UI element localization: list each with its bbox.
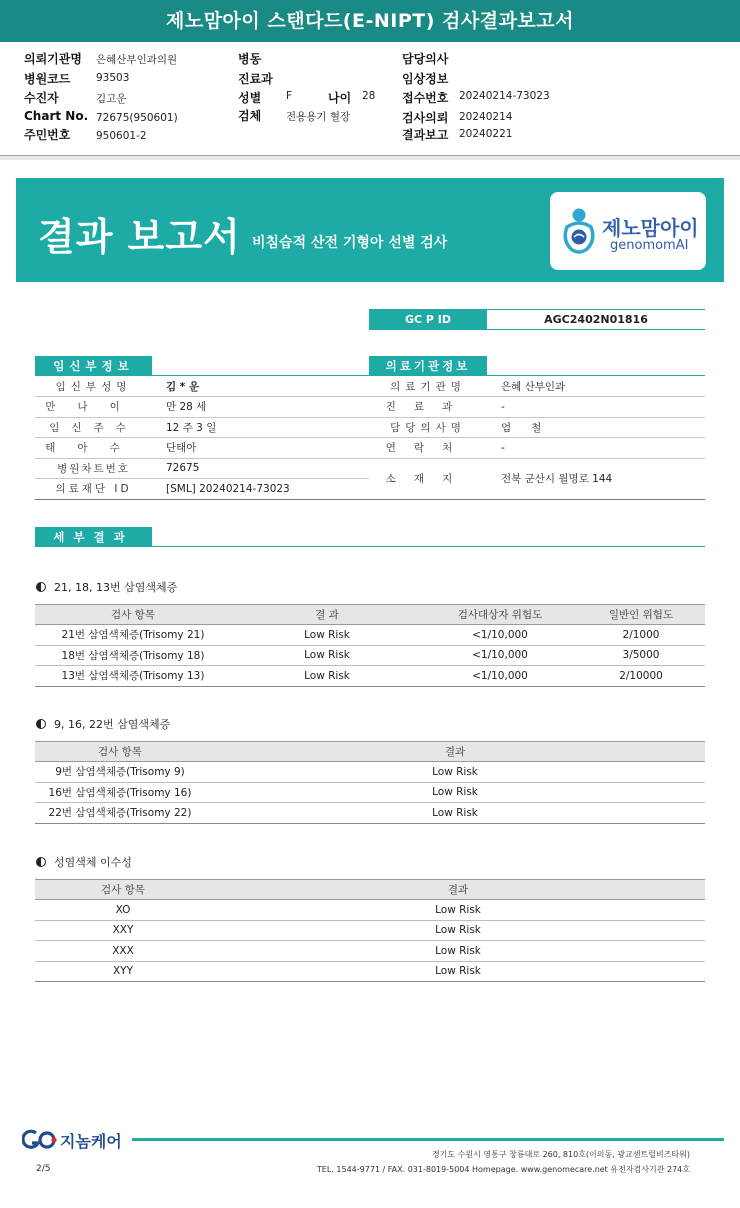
patient-value: 김고운 bbox=[96, 93, 127, 105]
location-key: 소재지 bbox=[369, 458, 487, 499]
sex-label: 성별 bbox=[238, 91, 262, 105]
resident-no-value: 950601-2 bbox=[96, 130, 147, 142]
test-result: Low Risk bbox=[211, 900, 705, 921]
request-date-label: 검사의뢰 bbox=[402, 111, 449, 125]
column-header: 결 과 bbox=[231, 605, 423, 625]
age-value: 28 bbox=[362, 90, 376, 102]
table-row bbox=[35, 803, 705, 824]
test-result: Low Risk bbox=[205, 762, 705, 783]
doctor-label: 담당의사 bbox=[402, 52, 449, 66]
subject-risk: <1/10,000 bbox=[423, 645, 577, 666]
company-name: 지놈케어 bbox=[60, 1132, 122, 1151]
clinical-info-label: 임상정보 bbox=[402, 72, 449, 86]
table-row bbox=[35, 666, 705, 687]
table-row bbox=[35, 961, 705, 982]
test-result: Low Risk bbox=[231, 645, 423, 666]
test-item: XXY bbox=[35, 920, 211, 941]
half-circle-icon bbox=[36, 582, 46, 592]
contact-key: 연락처 bbox=[369, 438, 487, 459]
genomecare-logo-icon bbox=[22, 1128, 58, 1152]
column-header: 검사대상자 위험도 bbox=[423, 605, 577, 625]
report-date-label: 결과보고 bbox=[402, 128, 449, 142]
test-item: 13번 삼염색체증(Trisomy 13) bbox=[35, 666, 231, 687]
specimen-label: 검체 bbox=[238, 109, 262, 123]
table-row bbox=[369, 417, 705, 438]
resident-no-label: 주민번호 bbox=[24, 128, 71, 142]
detail-section-title: 세부결과 bbox=[35, 527, 152, 547]
table-row bbox=[35, 479, 369, 500]
sex-chromosome-heading-text: 성염색체 이수성 bbox=[54, 856, 132, 869]
table-row bbox=[369, 376, 705, 397]
test-item: XYY bbox=[35, 961, 211, 982]
table-row bbox=[35, 645, 705, 666]
trisomy-minor-heading-text: 9, 16, 22번 삼염색체증 bbox=[54, 718, 171, 731]
hospital-code-label: 병원코드 bbox=[24, 72, 71, 86]
header-info bbox=[0, 42, 740, 156]
foundation-id-value: [SML] 20240214-73023 bbox=[152, 479, 369, 500]
institution-name-value: 은혜 산부인과 bbox=[487, 376, 705, 397]
column-header: 검사 항목 bbox=[35, 880, 211, 900]
table-row bbox=[369, 438, 705, 459]
footer-line bbox=[132, 1138, 724, 1141]
table-row bbox=[35, 397, 369, 418]
banner-subtitle: 비침습적 산전 기형아 선별 검사 bbox=[252, 235, 448, 251]
genomecare-logo bbox=[22, 1128, 132, 1152]
fetus-count-value: 단태아 bbox=[152, 438, 369, 459]
general-risk: 2/1000 bbox=[577, 625, 705, 646]
department-key: 진료과 bbox=[369, 397, 487, 418]
institution-name-key: 의료기관명 bbox=[369, 376, 487, 397]
trisomy-major-heading-text: 21, 18, 13번 삼염색체증 bbox=[54, 581, 178, 594]
table-row bbox=[35, 782, 705, 803]
general-risk: 3/5000 bbox=[577, 645, 705, 666]
test-item: XO bbox=[35, 900, 211, 921]
department-label: 진료과 bbox=[238, 72, 273, 86]
age-label: 나이 bbox=[328, 91, 352, 105]
table-header-row bbox=[35, 742, 705, 762]
institution-info-table bbox=[369, 376, 705, 500]
detail-section-line bbox=[35, 546, 705, 547]
fetus-count-key: 태아수 bbox=[35, 438, 152, 459]
pregnant-name-key: 임신부성명 bbox=[35, 376, 152, 397]
institution-value: 은혜산부인과의원 bbox=[96, 54, 178, 66]
table-row bbox=[35, 762, 705, 783]
specimen-value: 전용용기 혈장 bbox=[286, 111, 351, 123]
half-circle-icon bbox=[36, 857, 46, 867]
test-item: 18번 삼염색체증(Trisomy 18) bbox=[35, 645, 231, 666]
column-header: 결과 bbox=[205, 742, 705, 762]
column-header: 검사 항목 bbox=[35, 605, 231, 625]
institution-label: 의뢰기관명 bbox=[24, 52, 82, 66]
test-item: 22번 삼염색체증(Trisomy 22) bbox=[35, 803, 205, 824]
sex-chromosome-table bbox=[35, 879, 705, 982]
test-item: 21번 삼염색체증(Trisomy 21) bbox=[35, 625, 231, 646]
table-row bbox=[35, 417, 369, 438]
test-result: Low Risk bbox=[211, 920, 705, 941]
result-banner bbox=[16, 178, 724, 282]
chart-no-value: 72675(950601) bbox=[96, 112, 178, 124]
test-result: Low Risk bbox=[205, 782, 705, 803]
trisomy-major-table bbox=[35, 604, 705, 687]
department-value-cell: - bbox=[487, 397, 705, 418]
table-row bbox=[35, 900, 705, 921]
sex-chromosome-heading bbox=[36, 854, 132, 870]
gestation-value: 12 주 3 일 bbox=[152, 417, 369, 438]
test-result: Low Risk bbox=[205, 803, 705, 824]
logo-name: 제노맘아이 bbox=[602, 216, 699, 240]
institution-section-title: 의료기관정보 bbox=[369, 356, 487, 376]
doctor-name-key: 담당의사명 bbox=[369, 417, 487, 438]
report-date-value: 20240221 bbox=[459, 128, 513, 140]
table-header-row bbox=[35, 880, 705, 900]
table-header-row bbox=[35, 605, 705, 625]
gestation-key: 임신주수 bbox=[35, 417, 152, 438]
chart-number-key: 병원차트번호 bbox=[35, 458, 152, 479]
page-number: 2/5 bbox=[36, 1164, 51, 1174]
table-row bbox=[35, 625, 705, 646]
pregnancy-section-title: 임신부정보 bbox=[35, 356, 152, 376]
contact-value: - bbox=[487, 438, 705, 459]
trisomy-minor-heading bbox=[36, 716, 170, 732]
test-result: Low Risk bbox=[211, 941, 705, 962]
gcp-id-label: GC P ID bbox=[369, 309, 487, 330]
report-title: 제노맘아이 스탠다드(E-NIPT) 검사결과보고서 bbox=[0, 0, 740, 42]
receipt-no-value: 20240214-73023 bbox=[459, 90, 550, 102]
test-item: 16번 삼염색체증(Trisomy 16) bbox=[35, 782, 205, 803]
pregnant-name-value: 김 * 운 bbox=[152, 376, 369, 397]
doctor-name-value: 엄 철 bbox=[487, 417, 705, 438]
column-header: 결과 bbox=[211, 880, 705, 900]
hospital-code-value: 93503 bbox=[96, 72, 130, 84]
test-result: Low Risk bbox=[231, 666, 423, 687]
test-item: XXX bbox=[35, 941, 211, 962]
foundation-id-key: 의료재단 ID bbox=[35, 479, 152, 500]
trisomy-major-heading bbox=[36, 579, 177, 595]
subject-risk: <1/10,000 bbox=[423, 666, 577, 687]
chart-number-value: 72675 bbox=[152, 458, 369, 479]
column-header: 일반인 위험도 bbox=[577, 605, 705, 625]
table-row bbox=[35, 458, 369, 479]
table-row bbox=[369, 397, 705, 418]
genomom-logo bbox=[550, 192, 706, 270]
table-row bbox=[369, 458, 705, 499]
table-row bbox=[35, 920, 705, 941]
gcp-id-value: AGC2402N01816 bbox=[487, 309, 705, 330]
test-result: Low Risk bbox=[231, 625, 423, 646]
company-address: 경기도 수원시 영통구 창룡대로 260, 810호(이의동, 광교센트럴비즈타워) bbox=[431, 1150, 690, 1159]
column-header: 검사 항목 bbox=[35, 742, 205, 762]
general-risk: 2/10000 bbox=[577, 666, 705, 687]
ward-label: 병동 bbox=[238, 52, 262, 66]
table-row bbox=[35, 376, 369, 397]
test-result: Low Risk bbox=[211, 961, 705, 982]
patient-label: 수진자 bbox=[24, 91, 59, 105]
table-row bbox=[35, 438, 369, 459]
sex-value: F bbox=[286, 90, 293, 102]
chart-no-label: Chart No. bbox=[24, 109, 89, 123]
age-key: 만나이 bbox=[35, 397, 152, 418]
location-value: 전북 군산시 월명로 144 bbox=[487, 458, 705, 499]
pregnancy-info-table bbox=[35, 376, 369, 500]
trisomy-minor-table bbox=[35, 741, 705, 824]
logo-subtitle: genomomAI bbox=[610, 238, 689, 253]
receipt-no-label: 접수번호 bbox=[402, 91, 449, 105]
genomom-mother-baby-icon bbox=[560, 206, 598, 256]
company-contact: TEL. 1544-9771 / FAX. 031-8019-5004 Homepage. www.genomecare.net 유전자검사기관 274호 bbox=[316, 1165, 690, 1174]
age-value-cell: 만 28 세 bbox=[152, 397, 369, 418]
subject-risk: <1/10,000 bbox=[423, 625, 577, 646]
header-separator bbox=[0, 156, 740, 160]
banner-title: 결과 보고서 bbox=[38, 215, 241, 259]
test-item: 9번 삼염색체증(Trisomy 9) bbox=[35, 762, 205, 783]
half-circle-icon bbox=[36, 719, 46, 729]
table-row bbox=[35, 941, 705, 962]
request-date-value: 20240214 bbox=[459, 111, 513, 123]
